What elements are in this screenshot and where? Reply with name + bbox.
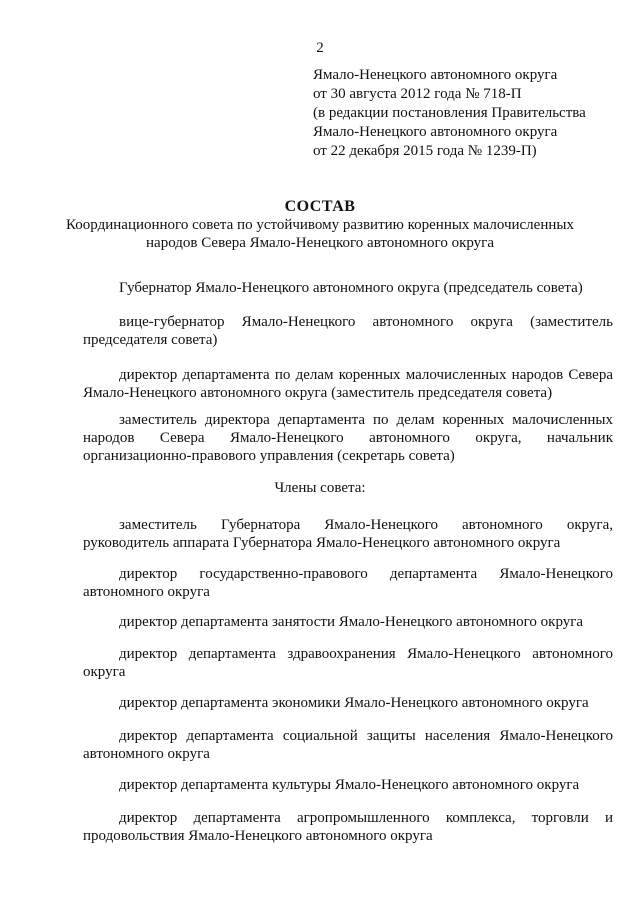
council-entry: Губернатор Ямало-Ненецкого автономного округа (председатель совета) xyxy=(119,280,583,296)
document-subtitle xyxy=(0,216,640,252)
member-entry: директор государственно-правового департамента Ямало-Ненецкого автономного округа xyxy=(83,566,613,600)
subtitle-line: народов Севера Ямало-Ненецкого автономного округа xyxy=(146,235,494,251)
council-entry: директор департамента по делам коренных малочисленных народов Севера Ямало-Ненецкого автономного округа (заместитель председателя совета) xyxy=(83,367,613,401)
member-entry: директор департамента здравоохранения Ямало-Ненецкого автономного округа xyxy=(83,646,613,680)
header-line: Ямало-Ненецкого автономного округа xyxy=(313,124,558,140)
header-line: от 30 августа 2012 года № 718-П xyxy=(313,86,522,102)
member-entry: директор департамента агропромышленного комплекса, торговли и продовольствия Ямало-Ненецкого автономного округа xyxy=(83,810,613,844)
header-line: от 22 декабря 2015 года № 1239-П) xyxy=(313,143,537,159)
member-entry: директор департамента культуры Ямало-Ненецкого автономного округа xyxy=(119,777,580,793)
member-entry: заместитель Губернатора Ямало-Ненецкого автономного округа, руководитель аппарата Губернатора Ямало-Ненецкого автономного округа xyxy=(83,517,613,551)
member-entry: директор департамента экономики Ямало-Ненецкого автономного округа xyxy=(119,695,589,711)
page-number: 2 xyxy=(316,40,324,56)
subtitle-line: Координационного совета по устойчивому развитию коренных малочисленных xyxy=(66,217,574,233)
members-heading: Члены совета: xyxy=(274,480,366,496)
council-entry: заместитель директора департамента по делам коренных малочисленных народов Севера Ямало-Ненецкого автономного округа, начальник организационно-правового управления (секретарь совета) xyxy=(83,412,613,464)
document-title: СОСТАВ xyxy=(284,198,356,215)
member-entry: директор департамента социальной защиты населения Ямало-Ненецкого автономного округа xyxy=(83,728,613,762)
header-line: (в редакции постановления Правительства xyxy=(313,105,586,121)
header-line: Ямало-Ненецкого автономного округа xyxy=(313,67,558,83)
member-entry: директор департамента занятости Ямало-Ненецкого автономного округа xyxy=(119,614,584,630)
council-entry: вице-губернатор Ямало-Ненецкого автономного округа (заместитель председателя совета) xyxy=(83,314,613,348)
header-reference xyxy=(313,66,633,161)
